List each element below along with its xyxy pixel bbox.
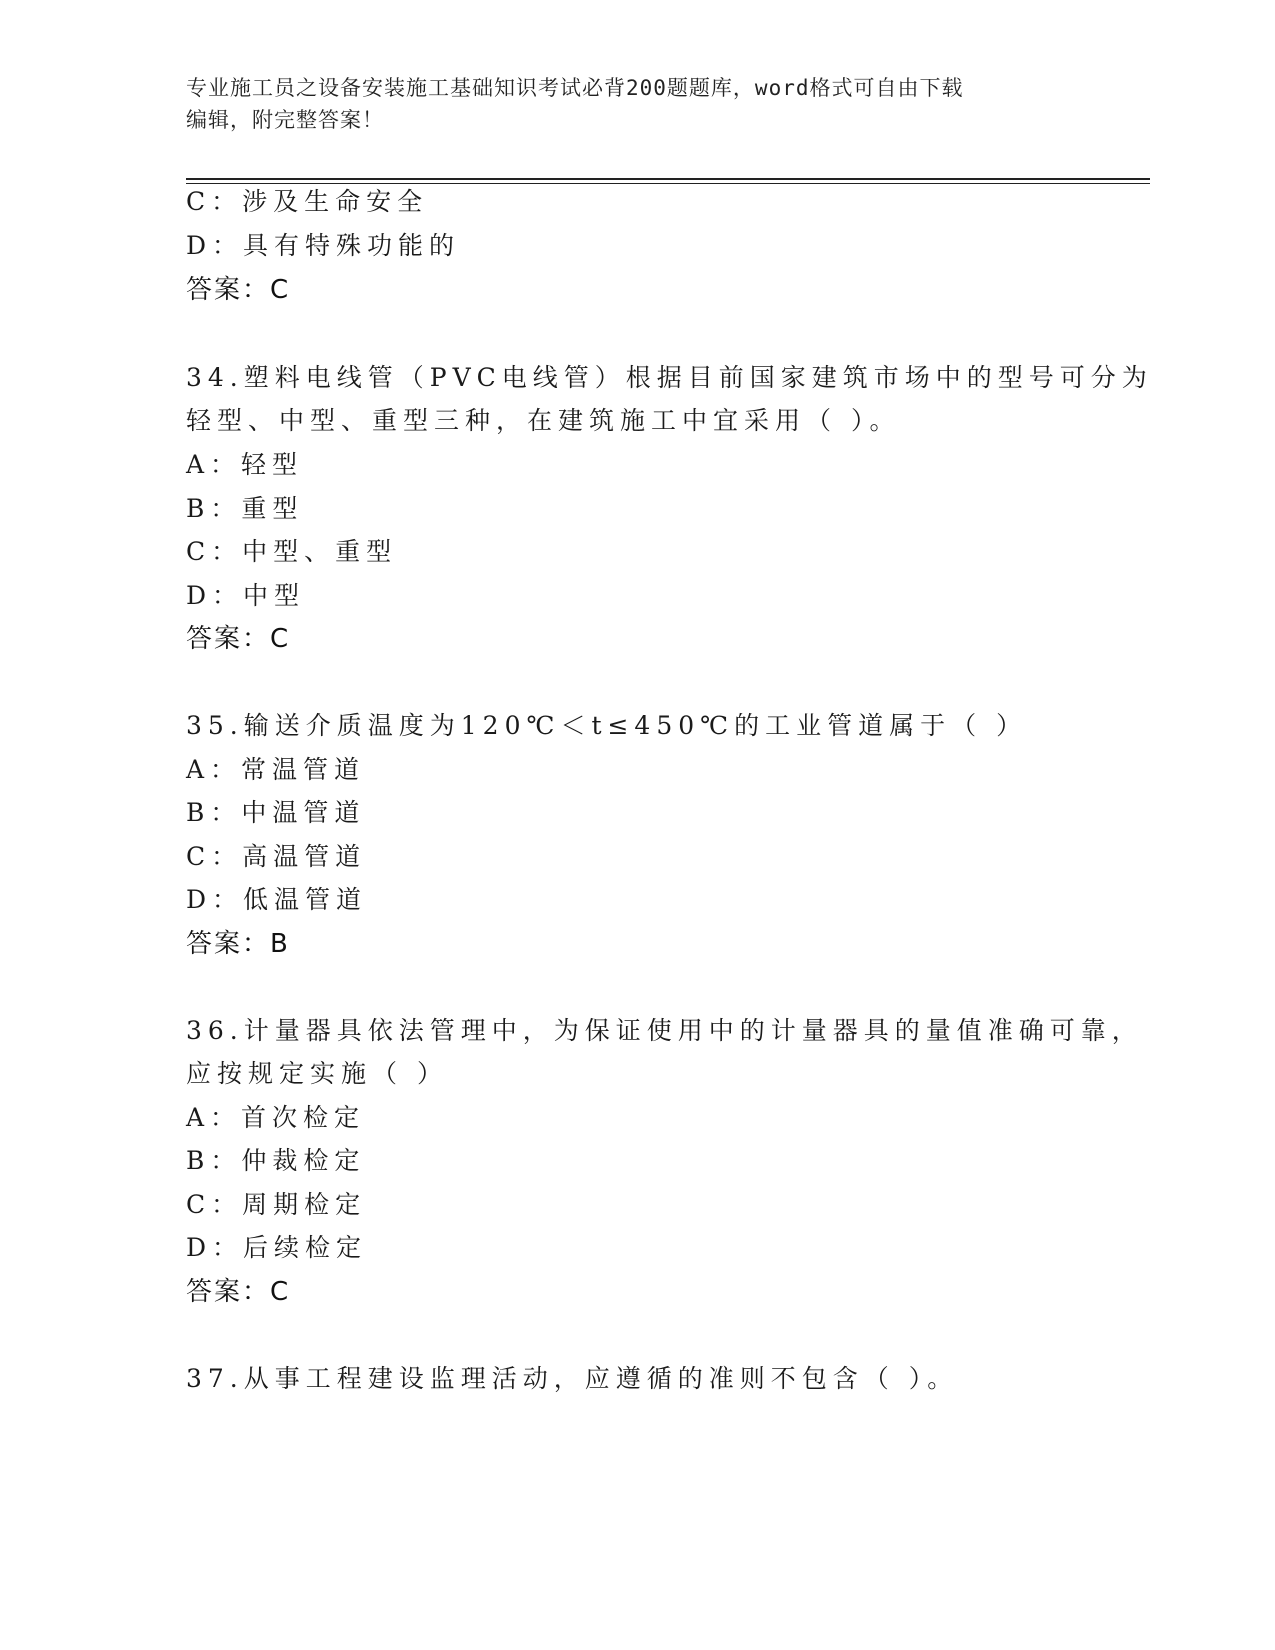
prev-question-option-c: C：涉及生命安全: [186, 187, 429, 216]
document-header: [186, 72, 1066, 136]
question-36-option-b: B：仲裁检定: [186, 1146, 366, 1175]
question-36-option-c: C：周期检定: [186, 1190, 367, 1219]
header-title-line-1: 专业施工员之设备安装施工基础知识考试必背200题题库，word格式可自由下载: [186, 76, 964, 100]
question-34-stem-line-2: 轻型、中型、重型三种，在建筑施工中宜采用（ ）。: [186, 406, 901, 435]
prev-question-answer: 答案：C: [186, 275, 291, 305]
question-36-answer: 答案：C: [186, 1277, 291, 1307]
question-35-option-a: A：常温管道: [186, 755, 366, 784]
question-34-answer: 答案：C: [186, 624, 291, 654]
question-35-option-d: D：低温管道: [186, 885, 368, 914]
question-36-option-d: D：后续检定: [186, 1233, 368, 1262]
question-35-answer: 答案：B: [186, 929, 290, 959]
prev-question-option-d: D：具有特殊功能的: [186, 231, 461, 260]
question-34-stem-line-1: 34.塑料电线管（PVC电线管）根据目前国家建筑市场中的型号可分为: [186, 363, 1153, 392]
question-36-stem-line-2: 应按规定实施（ ）: [186, 1059, 448, 1088]
question-36-option-a: A：首次检定: [186, 1103, 366, 1132]
question-36-stem-line-1: 36.计量器具依法管理中，为保证使用中的计量器具的量值准确可靠，: [186, 1016, 1143, 1045]
question-34-option-a: A：轻型: [186, 450, 304, 479]
question-35-stem-line-1: 35.输送介质温度为120℃＜t≤450℃的工业管道属于（ ）: [186, 711, 1028, 740]
question-34-option-b: B：重型: [186, 494, 304, 523]
question-34-option-c: C：中型、重型: [186, 537, 398, 566]
question-37-stem-line-1: 37.从事工程建设监理活动，应遵循的准则不包含（ ）。: [186, 1364, 959, 1393]
header-title-line-2: 编辑，附完整答案！: [186, 108, 384, 132]
question-35-option-b: B：中温管道: [186, 798, 366, 827]
question-35-option-c: C：高温管道: [186, 842, 367, 871]
question-34-option-d: D：中型: [186, 581, 306, 610]
header-divider-thick: [186, 178, 1150, 180]
header-divider-thin: [186, 183, 1150, 184]
